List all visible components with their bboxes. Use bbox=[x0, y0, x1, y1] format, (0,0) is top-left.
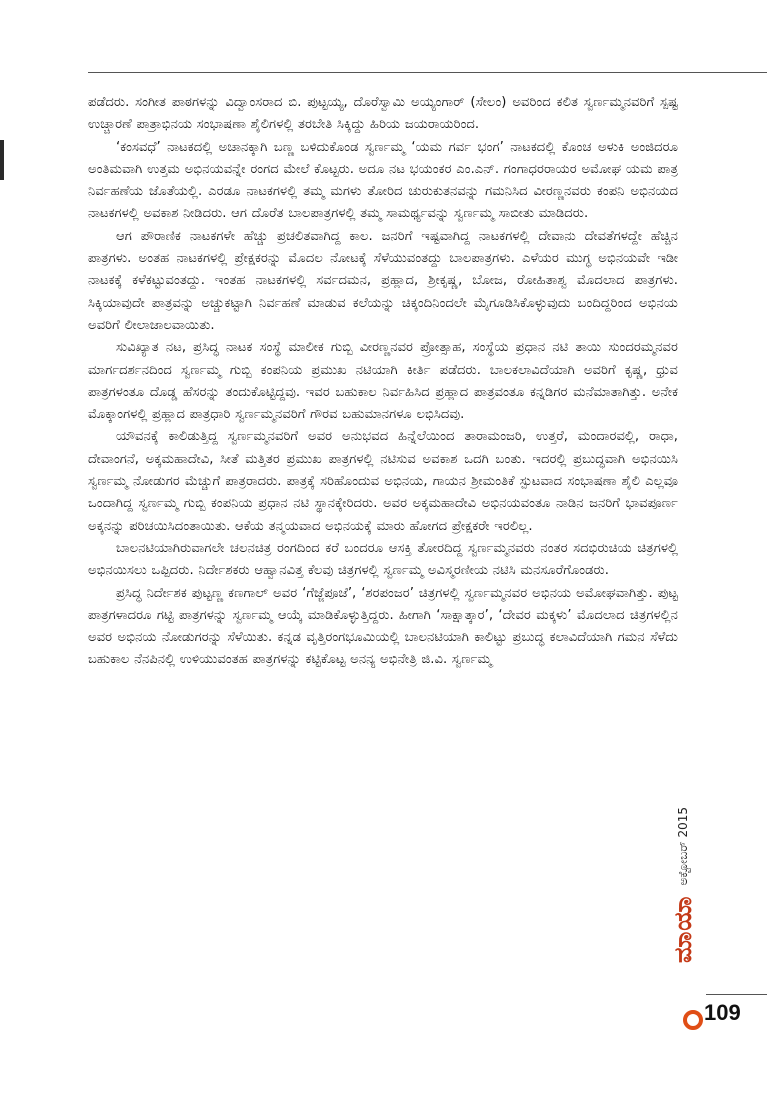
paragraph-6: ಬಾಲನಟಿಯಾಗಿರುವಾಗಲೇ ಚಲನಚಿತ್ರ ರಂಗದಿಂದ ಕರೆ ಬಂದರೂ ಆಸಕ್ತಿ ತೋರದಿದ್ದ ಸ್ವರ್ಣಮ್ಮನವರು ನಂತರ ಸದಭಿರುಚಿಯ ಚಿತ್ರಗಳಲ್ಲಿ ಅಭಿನಯಿಸಲು ಒಪ್ಪಿದರು. ನಿರ್ದೇಶಕರು ಆಹ್ವಾನವಿತ್ತ ಕೆಲವು ಚಿತ್ರಗಳಲ್ಲಿ ಸ್ವರ್ಣಮ್ಮ ಅವಿಸ್ಮರಣೀಯ ನಟಿಸಿ ಮನಸೂರೆಗೊಂಡರು. bbox=[88, 540, 678, 579]
issue-date: ಅಕ್ಟೋಬರ್ 2015 bbox=[675, 807, 690, 886]
ring-icon bbox=[683, 1010, 703, 1030]
paragraph-5: ಯೌವನಕ್ಕೆ ಕಾಲಿಡುತ್ತಿದ್ದ ಸ್ವರ್ಣಮ್ಮನವರಿಗೆ ಅವರ ಅನುಭವದ ಹಿನ್ನೆಲೆಯಿಂದ ತಾರಾಮಂಜರಿ, ಉತ್ತರೆ, ಮಂದಾರವಲ್ಲಿ, ರಾಧಾ, ದೇವಾಂಗನೆ, ಅಕ್ಕಮಹಾದೇವಿ, ಸೀತೆ ಮತ್ತಿತರ ಪ್ರಮುಖ ಪಾತ್ರಗಳಲ್ಲಿ ನಟಿಸುವ ಅವಕಾಶ ಒದಗಿ ಬಂತು. ಇದರಲ್ಲಿ ಪ್ರಬುದ್ಧವಾಗಿ ಅಭಿನಯಿಸಿ ಸ್ವರ್ಣಮ್ಮ ನೋಡುಗರ ಮೆಚ್ಚುಗೆ ಪಾತ್ರರಾದರು. ಪಾತ್ರಕ್ಕೆ ಸರಿಹೊಂದುವ ಅಭಿನಯ, ಗಾಯನ ಶ್ರೀಮಂತಿಕೆ ಸ್ಪುಟವಾದ ಸಂಭಾಷಣಾ ಶೈಲಿ ಎಲ್ಲವೂ ಒಂದಾಗಿದ್ದ ಸ್ವರ್ಣಮ್ಮ ಗುಬ್ಬಿ ಕಂಪನಿಯ ಪ್ರಧಾನ ನಟಿ ಸ್ಥಾನಕ್ಕೇರಿದರು. ಅವರ ಅಕ್ಕಮಹಾದೇವಿ ಅಭಿನಯವಂತೂ ನಾಡಿನ ಜನರಿಗೆ ಭಾವಪೂರ್ಣ ಅಕ್ಕನನ್ನು ಪರಿಚಯಿಸಿದಂತಾಯಿತು. ಆಕೆಯ ತನ್ಮಯವಾದ ಅಭಿನಯಕ್ಕೆ ಮಾರು ಹೋಗದ ಪ್ರೇಕ್ಷಕರೇ ಇರಲಿಲ್ಲ. bbox=[88, 429, 678, 534]
header-rule bbox=[88, 72, 767, 73]
paragraph-4: ಸುವಿಖ್ಯಾತ ನಟ, ಪ್ರಸಿದ್ಧ ನಾಟಕ ಸಂಸ್ಥೆ ಮಾಲೀಕ ಗುಬ್ಬಿ ವೀರಣ್ಣನವರ ಪ್ರೋತ್ಸಾಹ, ಸಂಸ್ಥೆಯ ಪ್ರಧಾನ ನಟಿ ತಾಯಿ ಸುಂದರಮ್ಮನವರ ಮಾರ್ಗದರ್ಶನದಿಂದ ಸ್ವರ್ಣಮ್ಮ ಗುಬ್ಬಿ ಕಂಪನಿಯ ಪ್ರಮುಖ ನಟಿಯಾಗಿ ಕೀರ್ತಿ ಪಡೆದರು. ಬಾಲಕಲಾವಿದೆಯಾಗಿ ಅವರಿಗೆ ಕೃಷ್ಣ, ಧ್ರುವ ಪಾತ್ರಗಳಂತೂ ದೊಡ್ಡ ಹೆಸರನ್ನು ತಂದುಕೊಟ್ಟಿದ್ದವು. ಇವರ ಬಹುಕಾಲ ನಿರ್ವಹಿಸಿದ ಪ್ರಹ್ಲಾದ ಪಾತ್ರವಂತೂ ಕನ್ನಡಿಗರ ಮನೆಮಾತಾಗಿತ್ತು. ಅನೇಕ ಮೊಕ್ಕಾಂಗಳಲ್ಲಿ ಪ್ರಹ್ಲಾದ ಪಾತ್ರಧಾರಿ ಸ್ವರ್ಣಮ್ಮನವರಿಗೆ ಗೌರವ ಬಹುಮಾನಗಳೂ ಲಭಿಸಿದವು. bbox=[88, 340, 678, 423]
footer-rule bbox=[706, 994, 767, 995]
article-body bbox=[88, 92, 678, 672]
magazine-name: ಮಾಯಾ bbox=[669, 895, 697, 963]
paragraph-3: ಆಗ ಪೌರಾಣಿಕ ನಾಟಕಗಳೇ ಹೆಚ್ಚು ಪ್ರಚಲಿತವಾಗಿದ್ದ ಕಾಲ. ಜನರಿಗೆ ಇಷ್ಟವಾಗಿದ್ದ ನಾಟಕಗಳಲ್ಲಿ ದೇವಾನು ದೇವತೆಗಳದ್ದೇ ಹೆಚ್ಚಿನ ಪಾತ್ರಗಳು. ಅಂತಹ ನಾಟಕಗಳಲ್ಲಿ ಪ್ರೇಕ್ಷಕರನ್ನು ಮೊದಲ ನೋಟಕ್ಕೆ ಸೆಳೆಯುವಂತದ್ದು ಬಾಲಪಾತ್ರಗಳು. ಎಳೆಯರ ಮುಗ್ಧ ಅಭಿನಯವೇ ಇಡೀ ನಾಟಕಕ್ಕೆ ಕಳೆಕಟ್ಟುವಂತದ್ದು. ಇಂತಹ ನಾಟಕಗಳಲ್ಲಿ ಸರ್ವದಮನ, ಪ್ರಹ್ಲಾದ, ಶ್ರೀಕೃಷ್ಣ, ಬೋಜ, ರೋಹಿತಾಶ್ವ ಮೊದಲಾದ ಪಾತ್ರಗಳು. ಸಿಕ್ಕಿಯಾವುದೇ ಪಾತ್ರವನ್ನು ಅಚ್ಚುಕಟ್ಟಾಗಿ ನಿರ್ವಹಣೆ ಮಾಡುವ ಕಲೆಯನ್ನು ಚಿಕ್ಕಂದಿನಿಂದಲೇ ಮೈಗೂಡಿಸಿಕೊಳ್ಳುವುದು ಬಂದಿದ್ದರಿಂದ ಅಭಿನಯ ಅವರಿಗೆ ಲೀಲಾಜಾಲವಾಯಿತು. bbox=[88, 228, 678, 333]
magazine-sidebar bbox=[664, 770, 702, 1000]
paragraph-1: ಪಡೆದರು. ಸಂಗೀತ ಪಾಠಗಳನ್ನು ವಿದ್ವಾಂಸರಾದ ಬಿ. ಪುಟ್ಟಯ್ಯ, ದೊರೆಸ್ವಾಮಿ ಅಯ್ಯಂಗಾರ್ (ಸೇಲಂ) ಅವರಿಂದ ಕಲಿತ ಸ್ವರ್ಣಮ್ಮನವರಿಗೆ ಸ್ಪಷ್ಟ ಉಚ್ಚಾರಣೆ ಪಾತ್ರಾಭಿನಯ ಸಂಭಾಷಣಾ ಶೈಲಿಗಳಲ್ಲಿ ತರಬೇತಿ ಸಿಕ್ಕಿದ್ದು ಹಿರಿಯ ಜಯರಾಯರಿಂದ. bbox=[88, 95, 678, 133]
page-number: 109 bbox=[704, 1000, 741, 1025]
paragraph-7: ಪ್ರಸಿದ್ಧ ನಿರ್ದೇಶಕ ಪುಟ್ಟಣ್ಣ ಕಣಗಾಲ್ ಅವರ ‘ಗೆಜ್ಜೆಪೂಜೆ’, ‘ಶರಪಂಜರ’ ಚಿತ್ರಗಳಲ್ಲಿ ಸ್ವರ್ಣಮ್ಮನವರ ಅಭಿನಯ ಅಮೋಘವಾಗಿತ್ತು. ಪುಟ್ಟ ಪಾತ್ರಗಳಾದರೂ ಗಟ್ಟಿ ಪಾತ್ರಗಳನ್ನು ಸ್ವರ್ಣಮ್ಮ ಆಯ್ಕೆ ಮಾಡಿಕೊಳ್ಳುತ್ತಿದ್ದರು. ಹೀಗಾಗಿ ‘ಸಾಕ್ಷಾತ್ಕಾರ’, ‘ದೇವರ ಮಕ್ಕಳು’ ಮೊದಲಾದ ಚಿತ್ರಗಳಲ್ಲಿನ ಅವರ ಅಭಿನಯ ನೋಡುಗರನ್ನು ಸೆಳೆಯಿತು. ಕನ್ನಡ ವೃತ್ತಿರಂಗಭೂಮಿಯಲ್ಲಿ ಬಾಲನಟಿಯಾಗಿ ಕಾಲಿಟ್ಟು ಪ್ರಬುದ್ಧ ಕಲಾವಿದೆಯಾಗಿ ಗಮನ ಸೆಳೆದು ಬಹುಕಾಲ ನೆನಪಿನಲ್ಲಿ ಉಳಿಯುವಂತಹ ಪಾತ್ರಗಳನ್ನು ಕಟ್ಟಿಕೊಟ್ಟ ಅನನ್ಯ ಅಭಿನೇತ್ರಿ ಜಿ.ವಿ. ಸ್ವರ್ಣಮ್ಮ bbox=[88, 585, 678, 668]
paragraph-2: ‘ಕಂಸವಧೆ’ ನಾಟಕದಲ್ಲಿ ಅಚಾನಕ್ಕಾಗಿ ಬಣ್ಣ ಬಳಿದುಕೊಂಡ ಸ್ವರ್ಣಮ್ಮ ‘ಯಮ ಗರ್ವ ಭಂಗ’ ನಾಟಕದಲ್ಲಿ ಕೊಂಚ ಅಳುಕಿ ಅಂಜಿದರೂ ಅಂತಿಮವಾಗಿ ಉತ್ತಮ ಅಭಿನಯವನ್ನೇ ರಂಗದ ಮೇಲೆ ಕೊಟ್ಟರು. ಅದೂ ನಟ ಭಯಂಕರ ಎಂ.ಎನ್. ಗಂಗಾಧರರಾಯರ ಅಮೋಘ ಯಮ ಪಾತ್ರ ನಿರ್ವಹಣೆಯ ಜೊತೆಯಲ್ಲಿ. ಎರಡೂ ನಾಟಕಗಳಲ್ಲಿ ತಮ್ಮ ಮಗಳು ತೋರಿದ ಚುರುಕುತನವನ್ನು ಗಮನಿಸಿದ ವೀರಣ್ಣನವರು ಕಂಪನಿ ಅಭಿನಯದ ನಾಟಕಗಳಲ್ಲಿ ಅವಕಾಶ ನೀಡಿದರು. ಆಗ ದೊರೆತ ಬಾಲಪಾತ್ರಗಳಲ್ಲಿ ತಮ್ಮ ಸಾಮರ್ಥ್ಯವನ್ನು ಸ್ವರ್ಣಮ್ಮ ಸಾಬೀತು ಮಾಡಿದರು. bbox=[88, 139, 678, 222]
margin-mark bbox=[0, 140, 4, 180]
